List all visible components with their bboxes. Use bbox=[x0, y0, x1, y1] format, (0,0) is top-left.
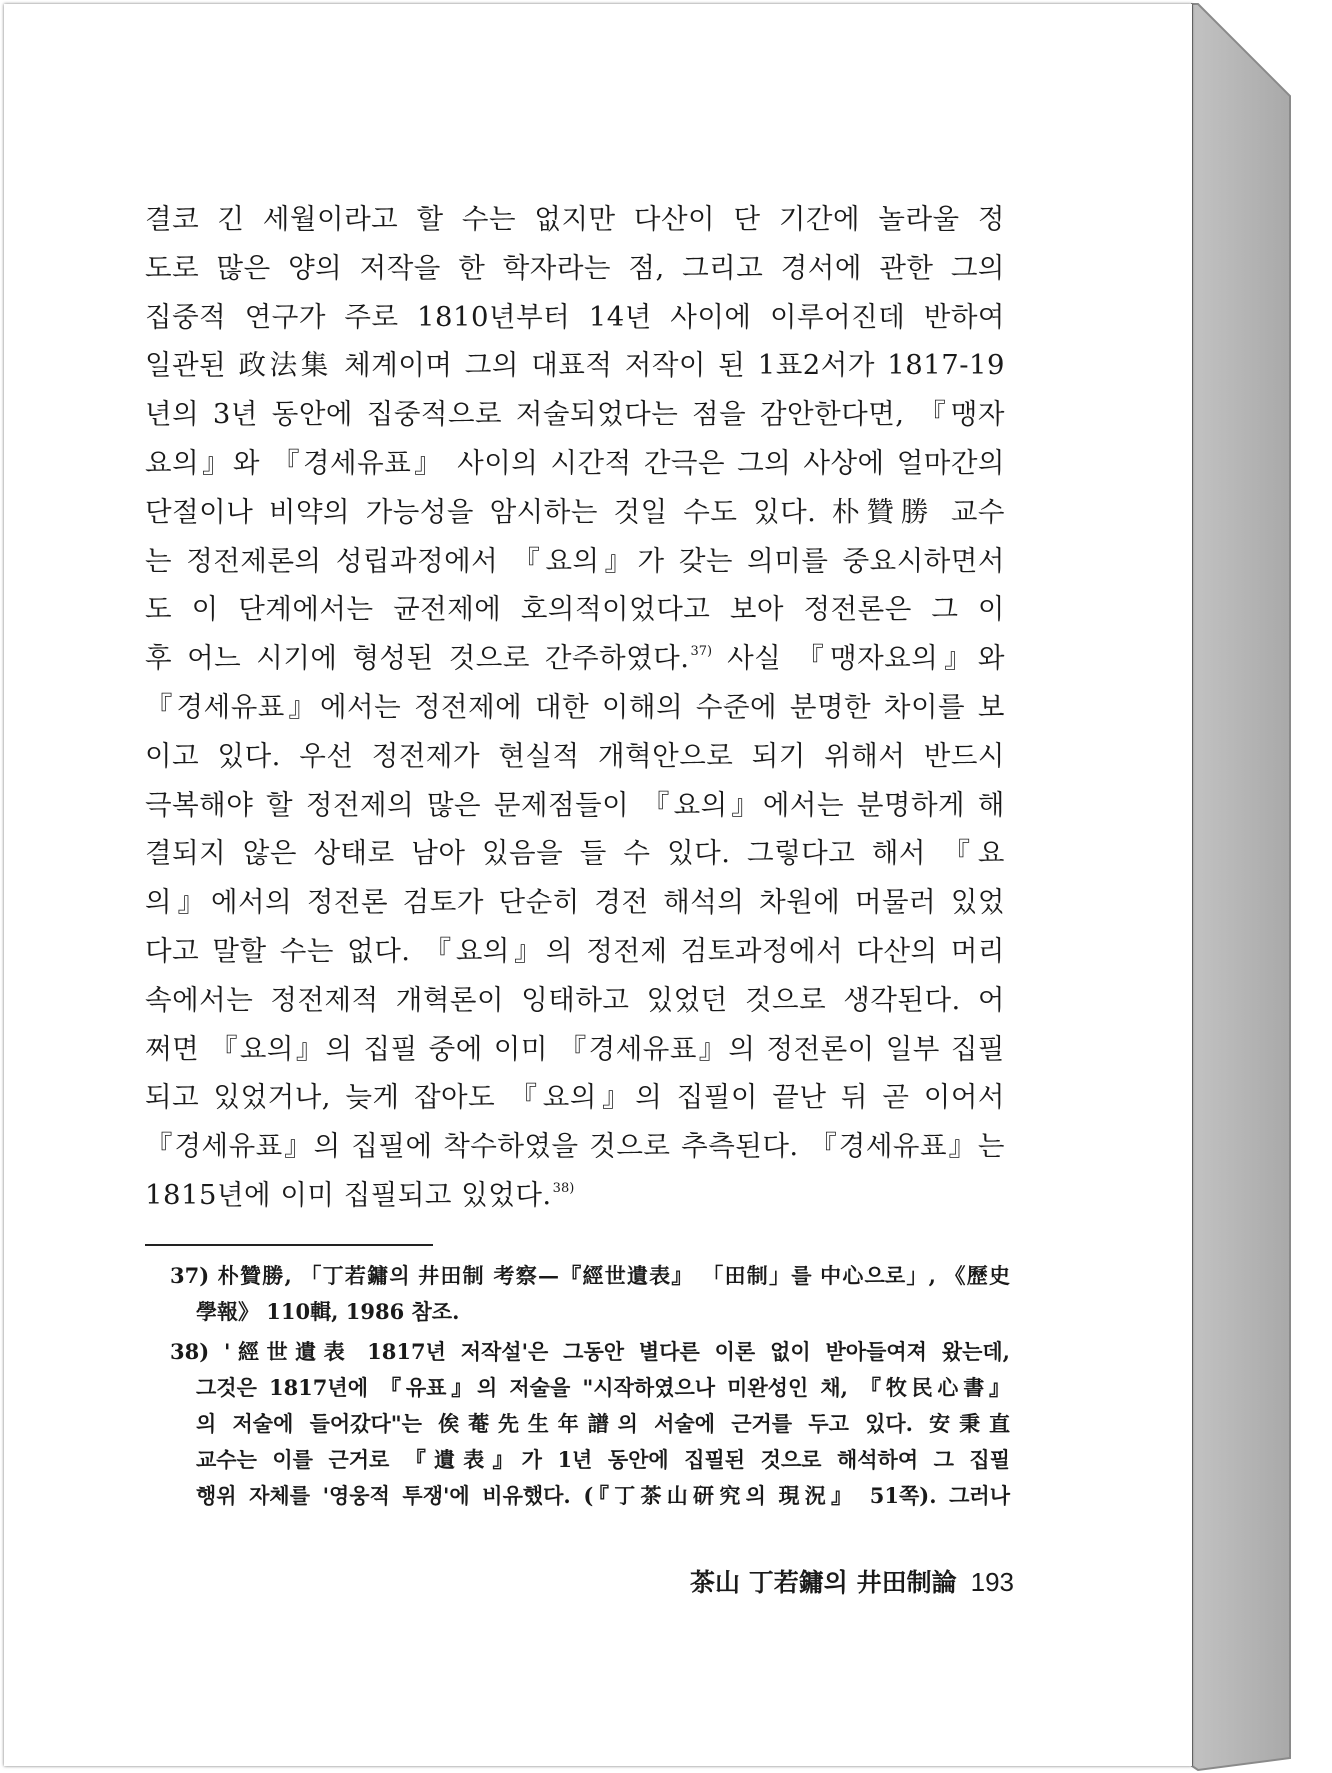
body-line: 결코 긴 세월이라고 할 수는 없지만 다산이 단 기간에 놀라울 정 bbox=[145, 203, 1005, 235]
footnote-line: 38) '經世遺表 1817년 저작설'은 그동안 별다른 이론 없이 받아들여져 왔는데, bbox=[170, 1339, 1010, 1364]
body-line-with-footnote-37 bbox=[145, 634, 1005, 683]
body-line-with-footnote-38 bbox=[145, 1171, 1005, 1220]
footnote-line: 교수는 이를 근거로 『遺表』가 1년 동안에 집필된 것으로 해석하여 그 집필 bbox=[196, 1447, 1010, 1472]
footnote-38 bbox=[170, 1334, 1010, 1514]
page-number: 193 bbox=[970, 1567, 1014, 1597]
body-line: 집중적 연구가 주로 1810년부터 14년 사이에 이루어진데 반하여 bbox=[145, 300, 1005, 333]
footnote-line: 37) 朴贊勝, 「丁若鏞의 井田制 考察—『經世遺表』 「田制」를 中心으로」, 《歷史 bbox=[170, 1263, 1010, 1288]
body-line: 단절이나 비약의 가능성을 암시하는 것일 수도 있다. 朴贊勝 교수 bbox=[145, 495, 1005, 528]
footnote-separator bbox=[145, 1244, 433, 1246]
body-line: 이고 있다. 우선 정전제가 현실적 개혁안으로 되기 위해서 반드시 bbox=[145, 739, 1005, 772]
footer-title: 茶山 丁若鏞의 井田制論 bbox=[690, 1568, 957, 1597]
body-line: 『경세유표』에서는 정전제에 대한 이해의 수준에 분명한 차이를 보 bbox=[145, 690, 1005, 723]
body-line: 속에서는 정전제적 개혁론이 잉태하고 있었던 것으로 생각된다. 어 bbox=[145, 983, 1005, 1016]
body-line: 도로 많은 양의 저작을 한 학자라는 점, 그리고 경서에 관한 그의 bbox=[145, 251, 1005, 284]
body-line: 요의』와 『경세유표』 사이의 시간적 간극은 그의 사상에 얼마간의 bbox=[145, 446, 1005, 479]
footnote-ref-37[interactable]: 37) bbox=[690, 644, 713, 660]
body-line: 『경세유표』의 집필에 착수하였을 것으로 추측된다. 『경세유표』는 bbox=[145, 1130, 1005, 1163]
running-footer bbox=[690, 1563, 1014, 1599]
body-line-text: 1815년에 이미 집필되고 있었다. bbox=[145, 1178, 552, 1211]
footnote-line: 의 저술에 들어갔다"는 俟菴先生年譜의 서술에 근거를 두고 있다. 安秉直 bbox=[196, 1411, 1010, 1436]
footnote-ref-38[interactable]: 38) bbox=[552, 1180, 575, 1196]
body-line: 쩌면 『요의』의 집필 중에 이미 『경세유표』의 정전론이 일부 집필 bbox=[145, 1032, 1005, 1065]
footnote-line: 그것은 1817년에 『유표』의 저술을 "시작하였으나 미완성인 채, 『牧民心書』 bbox=[196, 1375, 1010, 1400]
body-line-tail: 사실 『맹자요의』와 bbox=[712, 642, 1005, 675]
footnotes bbox=[170, 1258, 1010, 1518]
body-line: 일관된 政法集 체계이며 그의 대표적 저작이 된 1표2서가 1817-19 bbox=[145, 349, 1005, 382]
body-line: 다고 말할 수는 없다. 『요의』의 정전제 검토과정에서 다산의 머리 bbox=[145, 934, 1005, 967]
body-line: 년의 3년 동안에 집중적으로 저술되었다는 점을 감안한다면, 『맹자 bbox=[145, 398, 1005, 431]
body-line: 결되지 않은 상태로 남아 있음을 들 수 있다. 그렇다고 해서 『요 bbox=[145, 837, 1005, 870]
body-line: 는 정전제론의 성립과정에서 『요의』가 갖는 의미를 중요시하면서 bbox=[145, 544, 1005, 577]
footnote-line: 행위 자체를 '영웅적 투쟁'에 비유했다. (『丁茶山研究의 現況』 51쪽). 그러나 bbox=[196, 1483, 1010, 1508]
body-line: 극복해야 할 정전제의 많은 문제점들이 『요의』에서는 분명하게 해 bbox=[145, 788, 1005, 821]
footnote-37 bbox=[170, 1258, 1010, 1330]
footnote-line: 學報》 110輯, 1986 참조. bbox=[196, 1299, 460, 1324]
body-line: 의』에서의 정전론 검토가 단순히 경전 해석의 차원에 머물러 있었 bbox=[145, 886, 1005, 919]
body-line: 도 이 단계에서는 균전제에 호의적이었다고 보아 정전론은 그 이 bbox=[145, 593, 1005, 626]
body-paragraph bbox=[145, 195, 1005, 1220]
body-line: 되고 있었거나, 늦게 잡아도 『요의』의 집필이 끝난 뒤 곧 이어서 bbox=[145, 1081, 1005, 1114]
body-line-text: 후 어느 시기에 형성된 것으로 간주하였다. bbox=[145, 642, 690, 675]
